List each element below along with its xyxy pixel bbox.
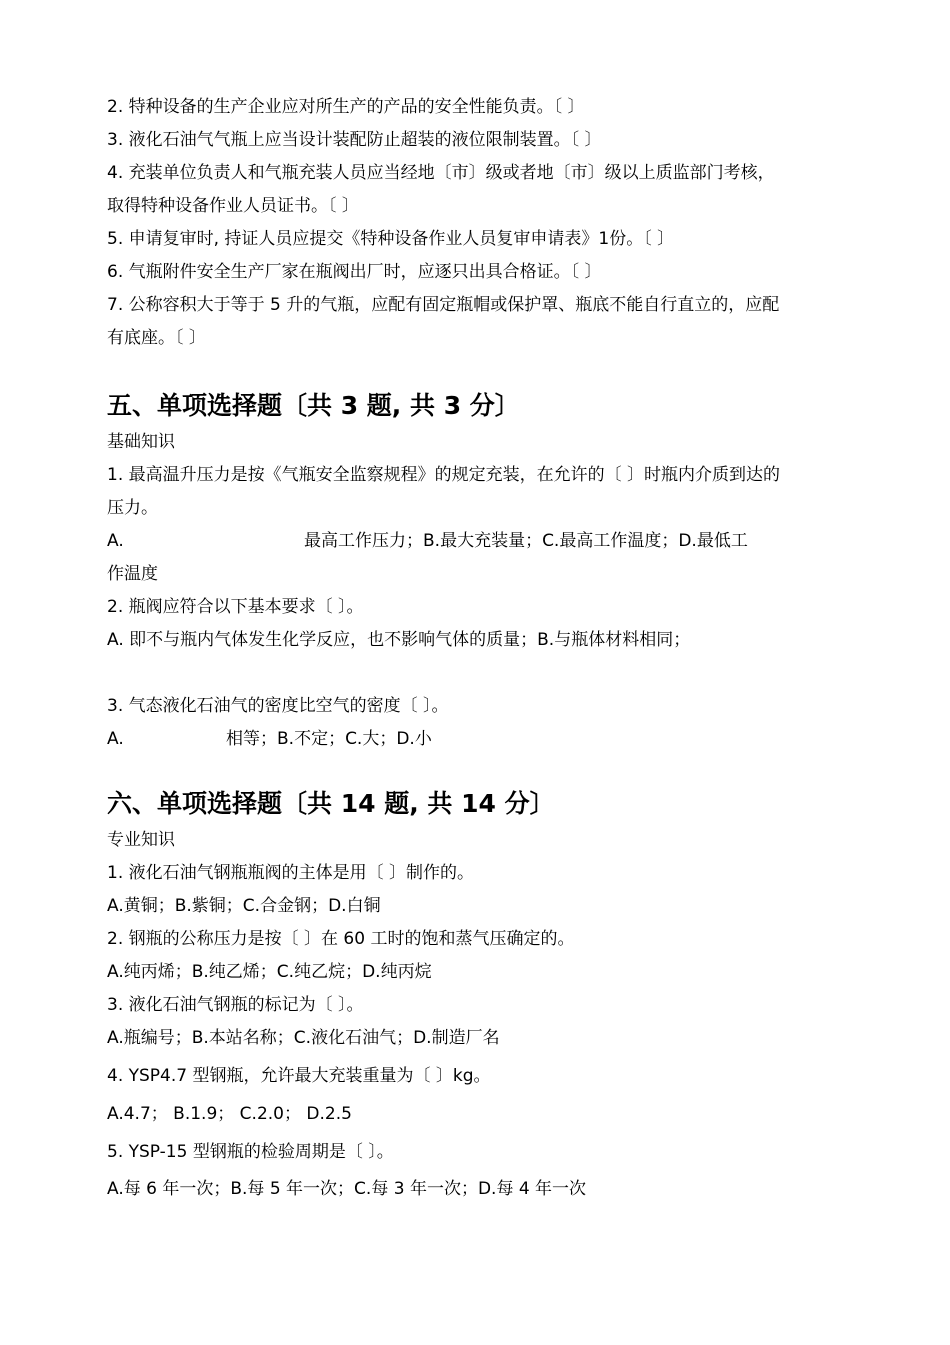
judgement-item-5: 5. 申请复审时, 持证人员应提交《特种设备作业人员复审申请表》1份。〔 〕 — [107, 229, 675, 249]
s5-question-3-option-a: A. — [107, 729, 124, 749]
s5-question-2: 2. 瓶阀应符合以下基本要求〔 〕。 — [107, 597, 364, 617]
s5-question-1-options: 最高工作压力；B.最大充装量；C.最高工作温度；D.最低工 — [304, 531, 748, 551]
s6-question-2: 2. 钢瓶的公称压力是按〔 〕在 60 工时的饱和蒸气压确定的。 — [107, 929, 575, 949]
s6-question-1-options: A.黄铜；B.紫铜；C.合金钢；D.白铜 — [107, 896, 381, 916]
s6-question-1: 1. 液化石油气钢瓶瓶阀的主体是用〔 〕制作的。 — [107, 863, 475, 883]
judgement-item-6: 6. 气瓶附件安全生产厂家在瓶阀出厂时，应逐只出具合格证。〔 〕 — [107, 262, 602, 282]
s6-question-5: 5. YSP-15 型钢瓶的检验周期是〔 〕。 — [107, 1142, 394, 1162]
s5-question-1-options-cont: 作温度 — [107, 564, 158, 584]
judgement-item-3: 3. 液化石油气气瓶上应当设计装配防止超装的液位限制装置。〔 〕 — [107, 130, 602, 150]
section6-heading: 六、单项选择题〔共 14 题, 共 14 分〕 — [107, 789, 555, 818]
s6-question-3: 3. 液化石油气钢瓶的标记为〔 〕。 — [107, 995, 364, 1015]
s5-question-1-line2: 压力。 — [107, 498, 158, 518]
s5-question-2-options: A. 即不与瓶内气体发生化学反应，也不影响气体的质量；B.与瓶体材料相同； — [107, 630, 691, 650]
s5-question-3: 3. 气态液化石油气的密度比空气的密度〔 〕。 — [107, 696, 449, 716]
section6-subtitle: 专业知识 — [107, 830, 175, 850]
judgement-item-4-line2: 取得特种设备作业人员证书。〔 〕 — [107, 196, 359, 216]
judgement-item-7-line2: 有底座。〔 〕 — [107, 328, 206, 348]
judgement-item-4-line1: 4. 充装单位负责人和气瓶充装人员应当经地〔市〕级或者地〔市〕级以上质监部门考核， — [107, 163, 775, 183]
s6-question-3-options: A.瓶编号；B.本站名称；C.液化石油气；D.制造厂名 — [107, 1028, 500, 1048]
s5-question-1-line1: 1. 最高温升压力是按《气瓶安全监察规程》的规定充装，在允许的〔 〕时瓶内介质到达的 — [107, 465, 781, 485]
s5-question-1-option-a: A. — [107, 531, 124, 551]
s6-question-2-options: A.纯丙烯；B.纯乙烯；C.纯乙烷；D.纯丙烷 — [107, 962, 432, 982]
judgement-item-2: 2. 特种设备的生产企业应对所生产的产品的安全性能负责。〔 〕 — [107, 97, 585, 117]
s6-question-4: 4. YSP4.7 型钢瓶，允许最大充装重量为〔 〕kg。 — [107, 1066, 491, 1086]
s6-question-4-options: A.4.7； B.1.9； C.2.0； D.2.5 — [107, 1104, 352, 1124]
judgement-item-7-line1: 7. 公称容积大于等于 5 升的气瓶，应配有固定瓶帽或保护罩、瓶底不能自行直立的，应配 — [107, 295, 780, 315]
s5-question-3-options: 相等；B.不定；C.大；D.小 — [226, 729, 432, 749]
section5-heading: 五、单项选择题〔共 3 题, 共 3 分〕 — [107, 391, 520, 420]
s6-question-5-options: A.每 6 年一次；B.每 5 年一次；C.每 3 年一次；D.每 4 年一次 — [107, 1179, 587, 1199]
section5-subtitle: 基础知识 — [107, 432, 175, 452]
